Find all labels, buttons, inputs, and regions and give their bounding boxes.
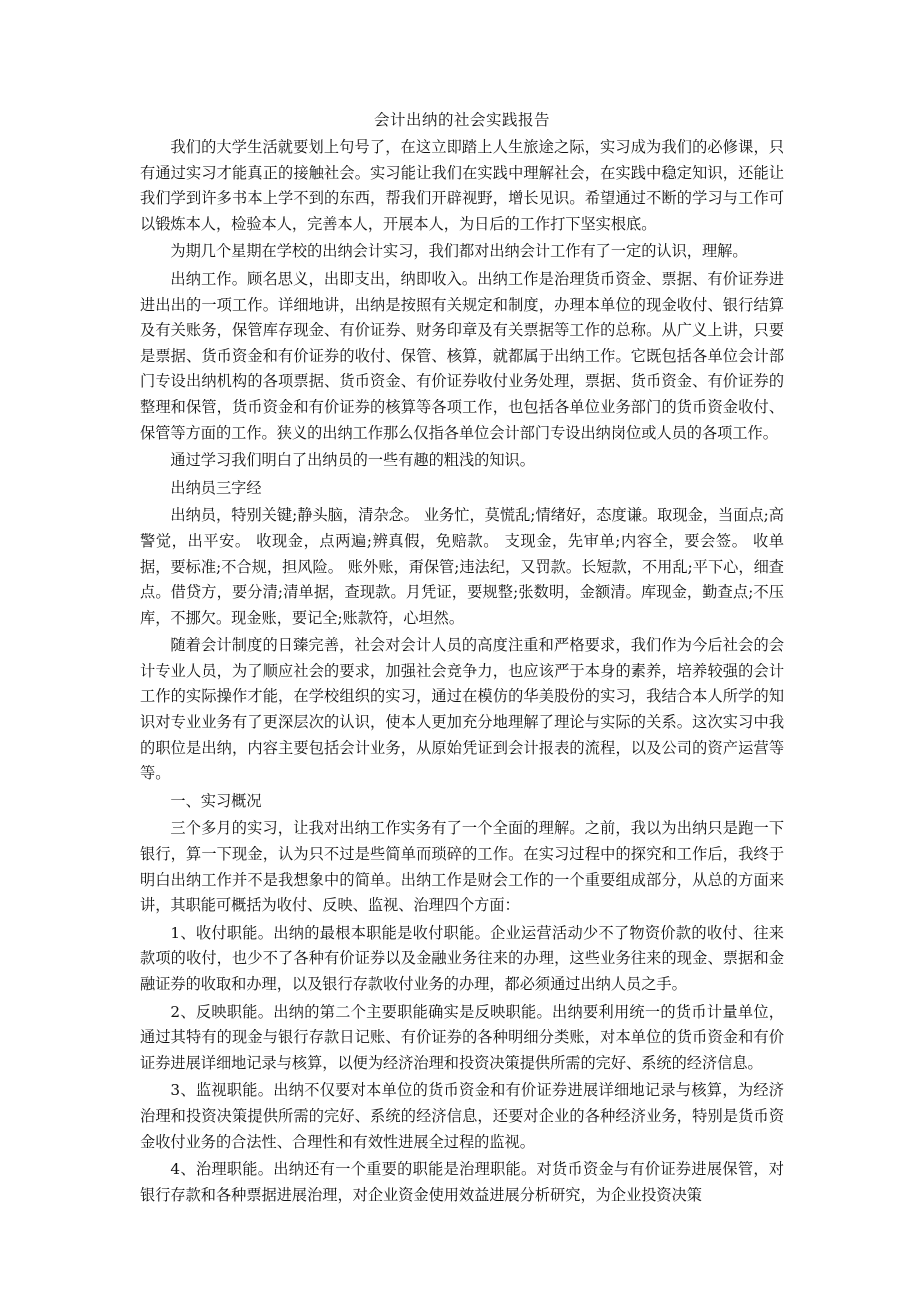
paragraph-function-collection: 1、收付职能。出纳的最根本职能是收付职能。企业运营活动少不了物资价款的收付、往来款项的收付，也少不了各种有价证券以及金融业务往来的办理，这些业务往来的现金、票据和金融证券的收取和办理，以及银行存款收付业务的办理，都必须通过出纳人员之手。	[140, 923, 784, 993]
paragraph-overview: 三个多月的实习，让我对出纳工作实务有了一个全面的理解。之前，我以为出纳只是跑一下银行，算一下现金，认为只不过是些简单而琐碎的工作。在实习过程中的探究和工作后，我终于明白出纳工作并不是我想象中的简单。出纳工作是财会工作的一个重要组成部分，从总的方面来讲，其职能可概括为收付、反映、监视、治理四个方面：	[140, 819, 784, 915]
document-title: 会计出纳的社会实践报告	[373, 111, 550, 129]
paragraph-function-management: 4、治理职能。出纳还有一个重要的职能是治理职能。对货币资金与有价证券进展保管，对银行存款和各种票据进展治理，对企业资金使用效益进展分析研究，为企业投资决策	[140, 1160, 784, 1204]
paragraph-intro: 我们的大学生活就要划上句号了，在这立即踏上人生旅途之际，实习成为我们的必修课，只有通过实习才能真正的接触社会。实习能让我们在实践中理解社会，在实践中稳定知识，还能让我们学到许多书本上学不到的东西，帮我们开辟视野，增长见识。希望通过不断的学习与工作可以锻炼本人，检验本人，完善本人，开展本人，为日后的工作打下坚实根底。	[140, 138, 784, 233]
paragraph-learning: 通过学习我们明白了出纳员的一些有趣的粗浅的知识。	[170, 451, 535, 470]
document-page	[140, 108, 784, 1210]
paragraph-cashier-definition: 出纳工作。顾名思义，出即支出，纳即收入。出纳工作是治理货币资金、票据、有价证券进进出出的一项工作。详细地讲，出纳是按照有关规定和制度，办理本单位的现金收付、银行结算及有关账务，保管库存现金、有价证券、财务印章及有关票据等工作的总称。从广义上讲，只要是票据、货币资金和有价证券的收付、保管、核算，就都属于出纳工作。它既包括各单位会计部门专设出纳机构的各项票据、货币资金、有价证券收付业务处理，票据、货币资金、有价证券的整理和保管，货币资金和有价证券的核算等各项工作，也包括各单位业务部门的货币资金收付、保管等方面的工作。狭义的出纳工作那么仅指各单位会计部门专设出纳岗位或人员的各项工作。	[140, 269, 784, 442]
paragraph-three-character-verse: 出纳员，特别关键;静头脑，清杂念。 业务忙，莫慌乱;情绪好，态度谦。取现金，当面点;高警觉，出平安。 收现金，点两遍;辨真假，免赔款。 支现金，先审单;内容全，要会签。 收单据，要标准;不合规，担风险。 账外账，甭保管;违法纪，又罚款。长短款，不用乱;平下心，细查点。借贷方，要分清;清单据，查现款。月凭证，要规整;张数明，金额清。库现金，勤查点;不压库，不挪欠。现金账，要记全;账款符，心坦然。	[140, 506, 784, 627]
paragraph-three-character-heading: 出纳员三字经	[170, 478, 262, 497]
paragraph-accounting-system: 随着会计制度的日臻完善，社会对会计人员的高度注重和严格要求，我们作为今后社会的会计专业人员，为了顺应社会的要求，加强社会竞争力，也应该严于本身的素养，培养较强的会计工作的实际操作才能，在学校组织的实习，通过在模仿的华美股份的实习，我结合本人所学的知识对专业业务有了更深层次的认识，使本人更加充分地理解了理论与实际的关系。这次实习中我的职位是出纳，内容主要包括会计业务，从原始凭证到会计报表的流程，以及公司的资产运营等等。	[140, 636, 784, 783]
section-heading-overview: 一、实习概况	[170, 791, 262, 810]
paragraph-school-internship: 为期几个星期在学校的出纳会计实习，我们都对出纳会计工作有了一定的认识，理解。	[170, 242, 748, 261]
paragraph-function-supervision: 3、监视职能。出纳不仅要对本单位的货币资金和有价证券进展详细地记录与核算，为经济治理和投资决策提供所需的完好、系统的经济信息，还要对企业的各种经济业务，特别是货币资金收付业务的合法性、合理性和有效性进展全过程的监视。	[140, 1081, 784, 1151]
paragraph-function-reporting: 2、反映职能。出纳的第二个主要职能确实是反映职能。出纳要利用统一的货币计量单位，通过其特有的现金与银行存款日记账、有价证券的各种明细分类账，对本单位的货币资金和有价证券进展详细地记录与核算，以便为经济治理和投资决策提供所需的完好、系统的经济信息。	[140, 1002, 784, 1072]
